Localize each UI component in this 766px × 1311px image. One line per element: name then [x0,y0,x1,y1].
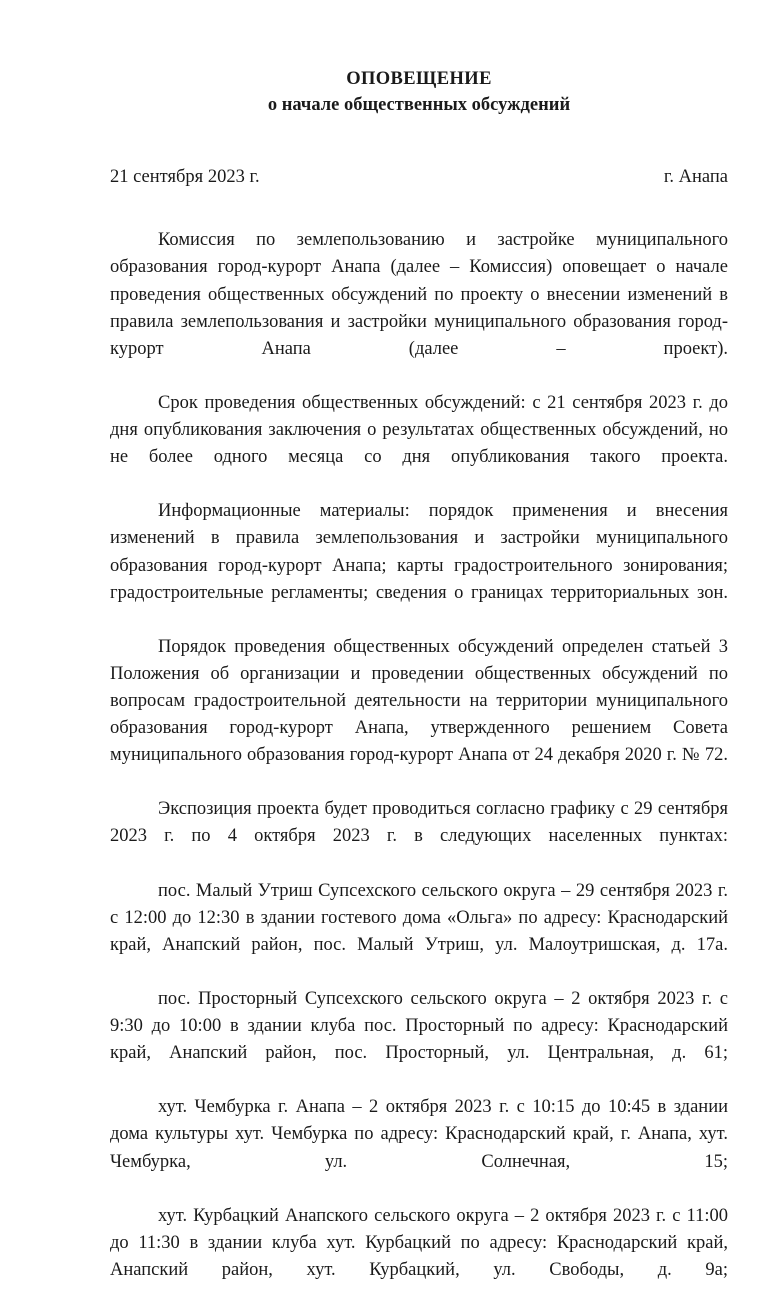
paragraph: пос. Малый Утриш Супсехского сельского округа – 29 сентября 2023 г. с 12:00 до 12:30 в здании гостевого дома «Ольга» по адресу: Краснодарский край, Анапский район, пос. Малый Утриш, ул. Малоутришская, д. 17а. [110,880,728,955]
document-date: 21 сентября 2023 г. [110,167,260,188]
document-place: г. Анапа [663,167,728,188]
document-content [110,0,728,1311]
paragraph: Срок проведения общественных обсуждений: с 21 сентября 2023 г. до дня опубликования заключения о результатах общественных обсуждений, но не более одного месяца со дня опубликования такого проекта. [110,392,728,468]
page-subtitle: о начале общественных обсуждений [267,94,571,115]
paragraph: Информационные материалы: порядок применения и внесения изменений в правила землепользования и застройки муниципального образования город-курорт Анапа; карты градостроительного зонирования; градостроительные регламенты; сведения о границах территориальных зон. [110,501,728,603]
paragraph: Комиссия по землепользованию и застройке муниципального образования город-курорт Анапа (далее – Комиссия) оповещает о начале проведения общественных обсуждений по проекту о внесении изменений в правила землепользования и застройки муниципального образования город-курорт Анапа (далее – проект). [110,230,728,359]
paragraph: Экспозиция проекта будет проводиться согласно графику с 29 сентября 2023 г. по 4 октября 2023 г. в следующих населенных пунктах: [110,799,728,847]
paragraph: хут. Чембурка г. Анапа – 2 октября 2023 г. с 10:15 до 10:45 в здании дома культуры хут. Чембурка по адресу: Краснодарский край, г. Анапа, хут. Чембурка, ул. Солнечная, 15; [110,1097,728,1172]
paragraph: Порядок проведения общественных обсуждений определен статьей 3 Положения об организации и проведении общественных обсуждений по вопросам градостроительной деятельности на территории муниципального образования город-курорт Анапа, утвержденного решением Совета муниципального образования город-курорт Анапа от 24 декабря 2020 г. № 72. [110,636,728,766]
document-body [110,227,728,1311]
paragraph: хут. Курбацкий Анапского сельского округа – 2 октября 2023 г. с 11:00 до 11:30 в здании клуба хут. Курбацкий по адресу: Краснодарский край, Анапский район, хут. Курбацкий, ул. Свободы, д. 9а; [110,1205,728,1280]
title-block [110,68,728,117]
paragraph: пос. Просторный Супсехского сельского округа – 2 октября 2023 г. с 9:30 до 10:00 в здании клуба пос. Просторный по адресу: Краснодарский край, Анапский район, пос. Просторный, ул. Центральная, д. 61; [110,989,728,1064]
date-place-line [110,165,728,189]
page-title: ОПОВЕЩЕНИЕ [346,69,492,89]
